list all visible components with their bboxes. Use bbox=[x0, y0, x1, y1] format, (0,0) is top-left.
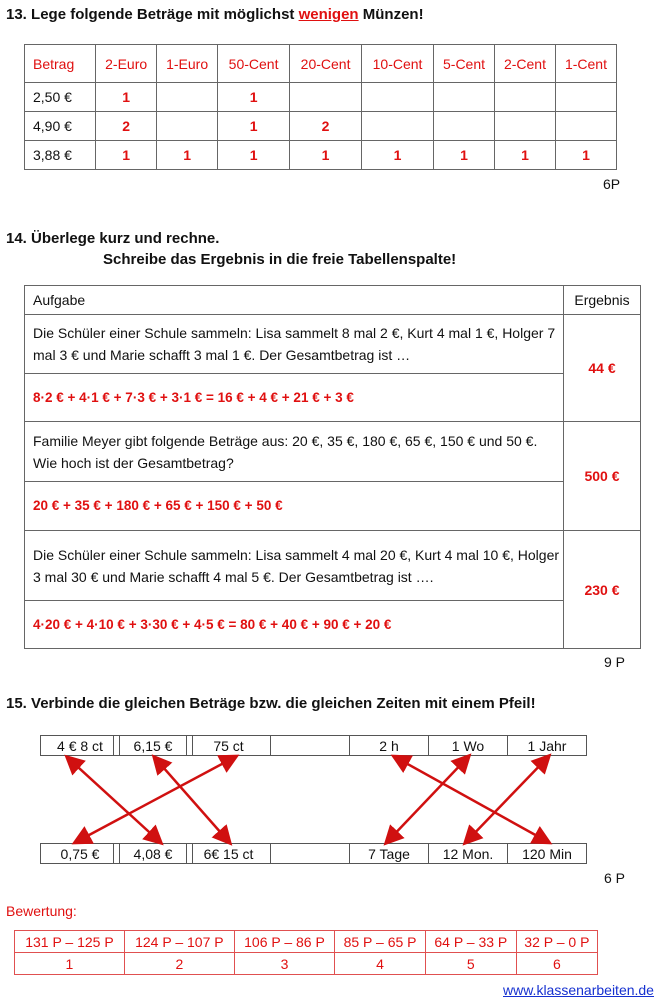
amount-cell: 4,90 € bbox=[25, 112, 96, 141]
coin-count-cell: 1 bbox=[96, 83, 157, 112]
grade: 4 bbox=[335, 953, 426, 975]
arrow bbox=[387, 757, 468, 842]
task14-title: 14. Überlege kurz und rechne. bbox=[6, 230, 220, 247]
coin-count-cell: 1 bbox=[157, 141, 218, 170]
points-range: 106 P – 86 P bbox=[234, 931, 334, 953]
coin-count-cell: 1 bbox=[218, 112, 290, 141]
points-range: 131 P – 125 P bbox=[15, 931, 125, 953]
arrow bbox=[395, 757, 548, 842]
coin-count-cell: 2 bbox=[96, 112, 157, 141]
arrow bbox=[155, 758, 229, 842]
coin-count-cell: 1 bbox=[218, 141, 290, 170]
bottom-value-box: 12 Mon. bbox=[428, 843, 508, 864]
question: Die Schüler einer Schule sammeln: Lisa sammelt 8 mal 2 €, Kurt 4 mal 1 €, Holger 7 mal 3 € und Marie schafft 3 mal 1 €. Der Gesamtbetrag ist … bbox=[25, 315, 564, 374]
column-header: Betrag bbox=[25, 45, 96, 83]
arrow bbox=[68, 758, 160, 842]
column-header: 1-Cent bbox=[555, 45, 616, 83]
answer: 8·2 € + 4·1 € + 7·3 € + 3·1 € = 16 € + 4 € + 21 € + 3 € bbox=[25, 374, 564, 422]
grade: 5 bbox=[425, 953, 516, 975]
column-header: 20-Cent bbox=[290, 45, 362, 83]
task13-title: 13. Lege folgende Beträge mit möglichst wenigen Münzen! bbox=[6, 6, 424, 23]
result: 500 € bbox=[564, 422, 641, 531]
question: Familie Meyer gibt folgende Beträge aus: 20 €, 35 €, 180 €, 65 €, 150 € und 50 €. Wie hoch ist der Gesamtbetrag? bbox=[25, 422, 564, 482]
result: 230 € bbox=[564, 531, 641, 649]
top-value-box: 75 ct bbox=[186, 735, 271, 756]
grade: 2 bbox=[124, 953, 234, 975]
task14-subtitle: Schreibe das Ergebnis in die freie Tabellenspalte! bbox=[103, 251, 457, 268]
points-range: 124 P – 107 P bbox=[124, 931, 234, 953]
top-value-box: 1 Jahr bbox=[507, 735, 587, 756]
points-range: 32 P – 0 P bbox=[516, 931, 597, 953]
top-value-box: 6,15 € bbox=[113, 735, 193, 756]
grade: 1 bbox=[15, 953, 125, 975]
bottom-value-box: 7 Tage bbox=[349, 843, 429, 864]
column-header: 5-Cent bbox=[434, 45, 495, 83]
coin-count-cell: 1 bbox=[96, 141, 157, 170]
website-link[interactable]: www.klassenarbeiten.de bbox=[503, 982, 654, 998]
result: 44 € bbox=[564, 315, 641, 422]
points-range: 85 P – 65 P bbox=[335, 931, 426, 953]
coin-count-cell: 1 bbox=[362, 141, 434, 170]
column-header: 1-Euro bbox=[157, 45, 218, 83]
top-value-box: 2 h bbox=[349, 735, 429, 756]
bottom-value-box: 6€ 15 ct bbox=[186, 843, 271, 864]
grading-label: Bewertung: bbox=[6, 903, 77, 919]
bottom-value-box: 0,75 € bbox=[40, 843, 120, 864]
header-ergebnis: Ergebnis bbox=[564, 286, 641, 315]
top-value-box: 4 € 8 ct bbox=[40, 735, 120, 756]
grading-table bbox=[14, 930, 598, 975]
answer: 20 € + 35 € + 180 € + 65 € + 150 € + 50 € bbox=[25, 482, 564, 531]
column-header: 50-Cent bbox=[218, 45, 290, 83]
task15-title: 15. Verbinde die gleichen Beträge bzw. die gleichen Zeiten mit einem Pfeil! bbox=[6, 695, 536, 712]
top-value-box: 1 Wo bbox=[428, 735, 508, 756]
task14-points: 9 P bbox=[604, 654, 626, 670]
header-aufgabe: Aufgabe bbox=[25, 286, 564, 315]
grade: 6 bbox=[516, 953, 597, 975]
bottom-value-box: 120 Min bbox=[507, 843, 587, 864]
column-header: 2-Euro bbox=[96, 45, 157, 83]
task15-points: 6 P bbox=[604, 870, 626, 886]
task13-points: 6P bbox=[603, 176, 621, 192]
answer: 4·20 € + 4·10 € + 3·30 € + 4·5 € = 80 € + 40 € + 90 € + 20 € bbox=[25, 601, 564, 649]
amount-cell: 3,88 € bbox=[25, 141, 96, 170]
coin-count-cell: 1 bbox=[495, 141, 556, 170]
arrow bbox=[466, 757, 548, 842]
coin-count-cell: 1 bbox=[290, 141, 362, 170]
question: Die Schüler einer Schule sammeln: Lisa sammelt 4 mal 20 €, Kurt 4 mal 10 €, Holger 3 mal 30 € und Marie schafft 4 mal 5 €. Der Gesamtbetrag ist …. bbox=[25, 531, 564, 601]
points-range: 64 P – 33 P bbox=[425, 931, 516, 953]
bottom-value-box: 4,08 € bbox=[113, 843, 193, 864]
coin-count-cell: 1 bbox=[434, 141, 495, 170]
coin-count-cell: 1 bbox=[555, 141, 616, 170]
grade: 3 bbox=[234, 953, 334, 975]
column-header: 2-Cent bbox=[495, 45, 556, 83]
amount-cell: 2,50 € bbox=[25, 83, 96, 112]
column-header: 10-Cent bbox=[362, 45, 434, 83]
coin-count-cell: 2 bbox=[290, 112, 362, 141]
coin-count-cell: 1 bbox=[218, 83, 290, 112]
arrow bbox=[76, 757, 235, 842]
